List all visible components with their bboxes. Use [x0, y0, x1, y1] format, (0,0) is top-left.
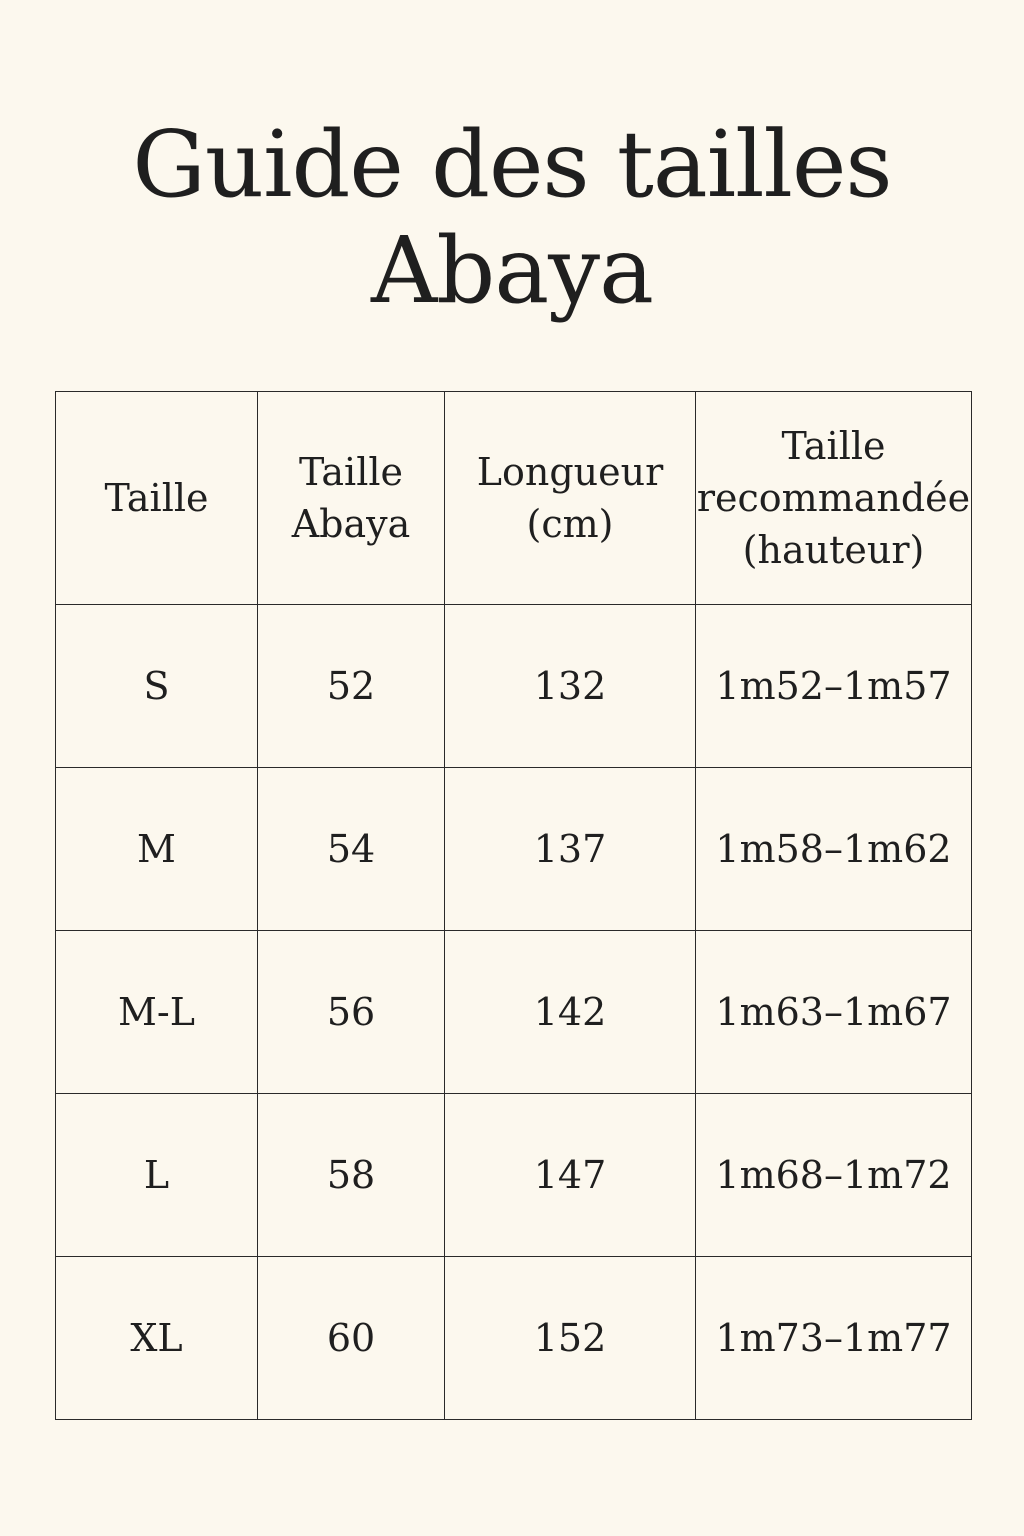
cell-longueur: 147 — [445, 1094, 696, 1257]
table-row — [56, 768, 972, 931]
cell-longueur: 142 — [445, 931, 696, 1094]
header-line: Taille — [781, 424, 886, 468]
header-line: Taille — [299, 450, 403, 494]
cell-taille-abaya: 56 — [258, 931, 445, 1094]
cell-taille-abaya: 58 — [258, 1094, 445, 1257]
cell-taille: L — [56, 1094, 258, 1257]
cell-taille-abaya: 60 — [258, 1257, 445, 1420]
cell-taille-recommandee: 1m63–1m67 — [696, 931, 972, 1094]
header-line: (hauteur) — [742, 528, 925, 572]
header-line: (cm) — [526, 502, 614, 546]
table-row — [56, 605, 972, 768]
cell-taille-recommandee: 1m68–1m72 — [696, 1094, 972, 1257]
title-line-1: Guide des tailles — [132, 111, 892, 218]
table-row — [56, 931, 972, 1094]
title-line-2: Abaya — [370, 217, 653, 324]
header-taille-abaya — [258, 392, 445, 605]
cell-taille-recommandee: 1m73–1m77 — [696, 1257, 972, 1420]
cell-longueur: 137 — [445, 768, 696, 931]
cell-taille-abaya: 52 — [258, 605, 445, 768]
cell-longueur: 132 — [445, 605, 696, 768]
header-longueur — [445, 392, 696, 605]
header-taille-recommandee — [696, 392, 972, 605]
header-line: recommandée — [696, 476, 971, 520]
cell-taille: M-L — [56, 931, 258, 1094]
header-line: Longueur — [476, 450, 664, 494]
header-taille — [56, 392, 258, 605]
cell-taille: S — [56, 605, 258, 768]
table-row — [56, 1094, 972, 1257]
header-line: Taille — [104, 476, 209, 520]
table-header-row — [56, 392, 972, 605]
table-row — [56, 1257, 972, 1420]
cell-taille: XL — [56, 1257, 258, 1420]
size-guide-table — [55, 391, 972, 1420]
cell-longueur: 152 — [445, 1257, 696, 1420]
cell-taille: M — [56, 768, 258, 931]
cell-taille-recommandee: 1m52–1m57 — [696, 605, 972, 768]
header-line: Abaya — [291, 502, 411, 546]
page-title — [0, 112, 1024, 324]
cell-taille-recommandee: 1m58–1m62 — [696, 768, 972, 931]
cell-taille-abaya: 54 — [258, 768, 445, 931]
